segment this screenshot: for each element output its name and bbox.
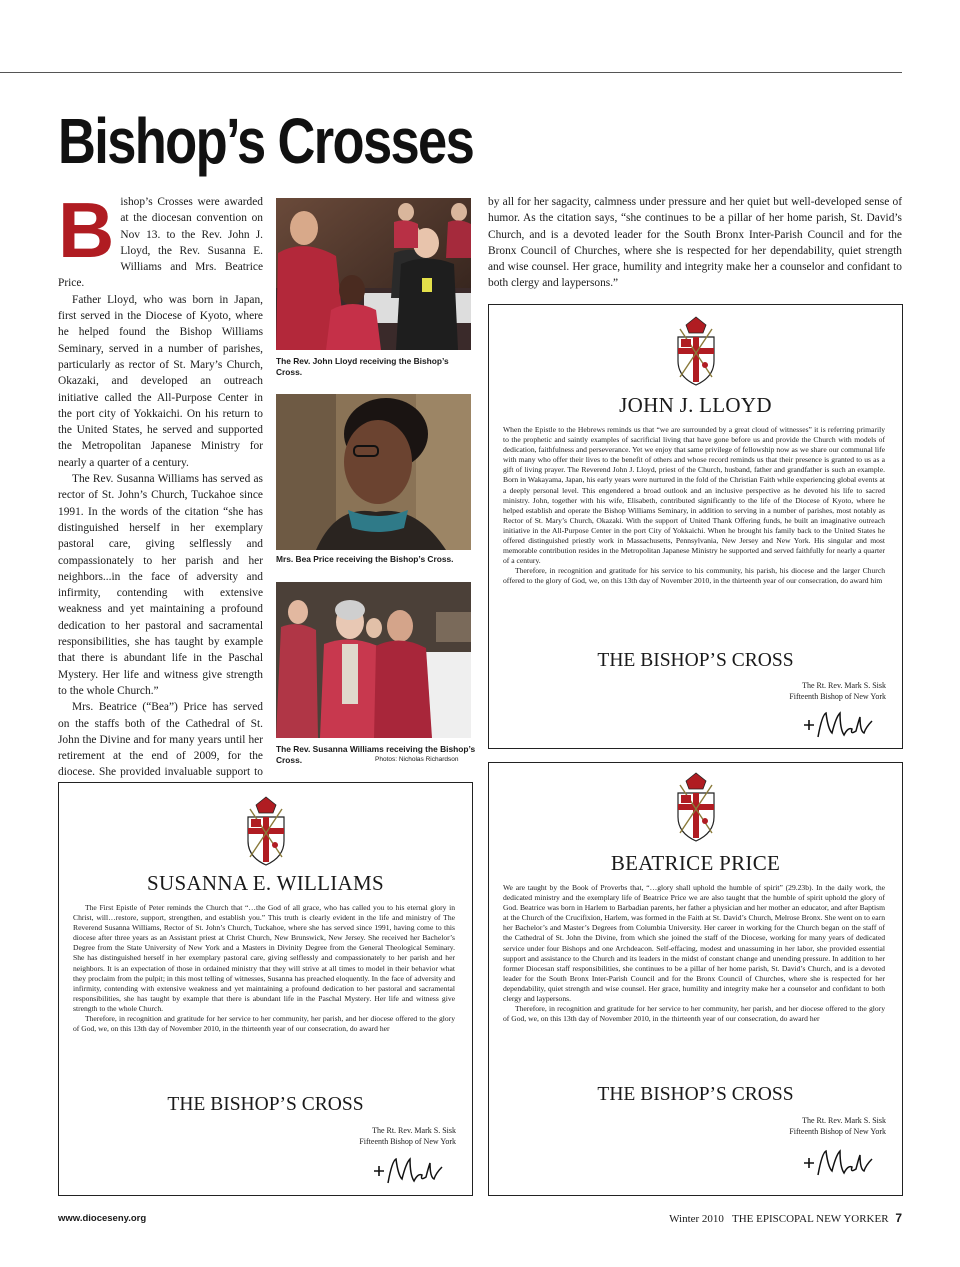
article-paragraph: Bishop’s Crosses were awarded at the diocesan convention on Nov 13. to the Rev. John J. Lloyd, the Rev. Susanna E. Williams and Mrs. Beatrice Price. bbox=[58, 186, 263, 290]
bishop-signature-icon bbox=[800, 1145, 876, 1179]
bishop-signature-icon bbox=[370, 1153, 446, 1187]
diocesan-crest-icon bbox=[672, 771, 720, 843]
article-paragraph: The Rev. Susanna Williams has served as rector of St. John’s Church, Tuckahoe since 1991. In the words of the citation “she has distinguished herself in her exemplary pastoral care, giving selflessly and compassionately to her parish and her neighbors...in the face of adversity and infirmity, contending with extensive weakness and yet maintaining a profound dedication to her pastoral and sacramental responsibilities, she has taught by example that there is abundant life in the Paschal Mystery. Her life and witness give strength to the whole Church.” bbox=[58, 473, 263, 697]
photo-bea-price bbox=[276, 394, 471, 550]
drop-cap: B bbox=[58, 186, 115, 274]
certificate-john-lloyd bbox=[488, 304, 903, 749]
certificate-name: JOHN J. LLOYD bbox=[619, 393, 772, 417]
bishop-signature-icon bbox=[800, 707, 876, 741]
certificate-award-title: THE BISHOP’S CROSS bbox=[597, 650, 794, 671]
footer-issue: Winter 2010 bbox=[669, 1213, 724, 1225]
signature-title: Fifteenth Bishop of New York bbox=[359, 1137, 456, 1146]
article-paragraph: Father Lloyd, who was born in Japan, first served in the Diocese of Kyoto, where he helped found the Bishop Williams Seminary, served in a number of parishes, particularly as rector of St. Mary’s Church, Okazaki, and developed an outreach initiative called the All-Purpose Center in the port city of Yokkaichi. On his return to the United States, he served and supported the Metropolitan Japanese Ministry for nearly a quarter of a century. bbox=[58, 293, 263, 469]
signature-title: Fifteenth Bishop of New York bbox=[789, 692, 886, 701]
signature-name: The Rt. Rev. Mark S. Sisk bbox=[372, 1126, 456, 1135]
photo-caption: The Rev. Susanna Williams receiving the Bishop’s Cross. bbox=[276, 744, 476, 765]
certificate-name: BEATRICE PRICE bbox=[610, 851, 781, 875]
article-paragraph: Mrs. Beatrice (“Bea”) Price has served on the staffs both of the Cathedral of St. John the Divine and for many years until her retirement at the end of 2009, for the diocese. She provided invaluable support to bbox=[58, 701, 263, 779]
signature-title: Fifteenth Bishop of New York bbox=[789, 1127, 886, 1136]
certificate-award-title: THE BISHOP’S CROSS bbox=[167, 1094, 364, 1115]
photo-susanna-williams bbox=[276, 582, 471, 738]
page-number: 7 bbox=[895, 1211, 902, 1225]
signature-name: The Rt. Rev. Mark S. Sisk bbox=[802, 1116, 886, 1125]
photo-credit: Photos: Nicholas Richardson bbox=[375, 756, 459, 763]
footer-publication: THE EPISCOPAL NEW YORKER bbox=[732, 1213, 889, 1225]
header-rule bbox=[0, 72, 902, 73]
article-paragraph: by all for her sagacity, calmness under pressure and her quiet but well-developed sense of humor. As the citation says, “she continues to be a pillar of her home parish, St. David’s Church, and is a devoted leader for the South Bronx Inter-Parish Council and for the Bronx Council of Churches, where she is respected for her dependability, quiet strength and wise counsel. Her grace, humility and integrity make her a counselor and confidant to both clergy and laypersons.” bbox=[488, 196, 902, 290]
article-column-3 bbox=[488, 194, 902, 292]
footer-url[interactable]: www.dioceseny.org bbox=[58, 1213, 147, 1224]
article-column-1 bbox=[58, 186, 263, 830]
page-title: Bishop’s Crosses bbox=[58, 105, 474, 177]
certificate-susanna-williams bbox=[58, 782, 473, 1196]
certificate-name: SUSANNA E. WILLIAMS bbox=[147, 871, 384, 895]
photo-caption: Mrs. Bea Price receiving the Bishop’s Cross. bbox=[276, 554, 454, 564]
diocesan-crest-icon bbox=[672, 315, 720, 387]
certificate-citation: When the Epistle to the Hebrews reminds us that “we are surrounded by a great cloud of witnesses” it is referring primarily to the prophetic and saintly examples of sacrificial living that have gone before us and provide the Church with models of dedication, faithfulness and perseverance. Yet we enjoy that same privilege of fellowship now as we share our communal life with many who offer their lives to the benefit of others and whose record reminds us that their presence is granted to us as a gift of living prayer. The Reverend John J. Lloyd, priest of the Church, husband, father and grandfather is such an example. Born in Wakayama, Japan, his early years were nurtured in the fold of the Christian Faith while experiencing global events at a deeply personal level. This engendered a broad outlook and an inclusive perspective as he devoted his life to sacred ministry. John, together with his wife, Elisabeth, contributed significantly to the life of the Diocese of Kyoto, where he helped establish and operate the Bishop Williams Seminary, in addition to serving in a number of parishes, most notably as Rector of St. Mary’s Church, Okazaki. With the support of United Thank Offering funds, he built an imaginative outreach initiative in the All-Purpose Center in the port City of Yokkaichi. When he brought his family back to the United States he offered distinguished priestly work in Massachusetts, Pennsylvania, New Jersey and New York. His singular and most memorable contribution resides in the Metropolitan Japanese Ministry he supported and served faithfully for nearly a quarter of a century. Therefore, in recognition and gratitude for his service to his community, his parish, his diocese and the larger Church offered to the glory of God, we, on this 13th day of November 2010, in the thirteenth year of our consecration, do award him bbox=[503, 425, 885, 586]
photo-john-lloyd bbox=[276, 198, 471, 350]
footer-folio bbox=[669, 1211, 902, 1225]
certificate-citation: The First Epistle of Peter reminds the Church that “…the God of all grace, who has called you to his eternal glory in Christ, will…restore, support, strengthen, and establish you.” This truth is clearly evident in the life and ministry of The Reverend Susanna Williams, Rector of St. John’s Church, Tuckahoe, where she has served since 1991, having come to this diocese after three years as an Assistant priest at Christ Church, New Brunswick, New Jersey. She received her Bachelor’s Degree from the State University of New York and a Masters in Divinity Degree from the General Theological Seminary. She has distinguished herself in her exemplary pastoral care, giving selflessly and compassionately to her parish and her neighbors. It is an expectation of those in ordained ministry that they will strive at all times to model in their behavior what they proclaim from the pulpit; in this most telling of witnesses, Susanna has preached eloquently. In the face of adversity and infirmity, contending with extensive weakness and yet maintaining a profound dedication to her pastoral and sacramental responsibilities, she has taught by example that there is abundant life in the Paschal Mystery. Her life and witness give strength to the whole Church. Therefore, in recognition and gratitude for her service to her community, her parish, and her diocese offered to the glory of God, we, on this 13th day of November 2010, in the thirteenth year of our consecration, do award her bbox=[73, 903, 455, 1034]
signature-name: The Rt. Rev. Mark S. Sisk bbox=[802, 681, 886, 690]
photo-caption: The Rev. John Lloyd receiving the Bishop’s Cross. bbox=[276, 356, 449, 377]
certificate-citation: We are taught by the Book of Proverbs that, “…glory shall uphold the humble of spirit” (29.23b). In the daily work, the dedicated ministry and the exemplary life of Beatrice Price we are also taught that the humble of spirit uphold the glory of God. Beatrice was born in Harlem to Barbadian parents, her father a physician and her mother an educator, and after Baptism at the Church of the Crucifixion, Harlem, was formed in the Faith at St. David’s Church, Melrose Bronx. She went on to earn her Bachelor’s and Master’s Degrees from Columbia University. Her career in working for the Church began on the staff of the Cathedral of St. John the Divine, from which she joined the staff of the Diocese, working for many years of dedicated service under four Bishops and one Archdeacon. Self-effacing, modest and unassuming in her labor, she provided essential support and assistance to the Church and its leaders in the midst of constant change and unending pressure. In addition to her former Diocesan staff responsibilities, she continues to be a pillar of her home parish, St. David’s Church, and is a devoted leader for the South Bronx Inter-Parish Council and for the Bronx Council of Churches, where she is respected for her dependability, quiet strength and wise counsel. Her grace, humility and integrity make her a counselor and confidant to both clergy and laypersons. Therefore, in recognition and gratitude for her service to her community, her parish, and her diocese offered to the glory of God, we, on this 13th day of November 2010, in the thirteenth year of our consecration, do award her bbox=[503, 883, 885, 1024]
certificate-award-title: THE BISHOP’S CROSS bbox=[597, 1084, 794, 1105]
diocesan-crest-icon bbox=[242, 795, 290, 867]
certificate-beatrice-price bbox=[488, 762, 903, 1196]
